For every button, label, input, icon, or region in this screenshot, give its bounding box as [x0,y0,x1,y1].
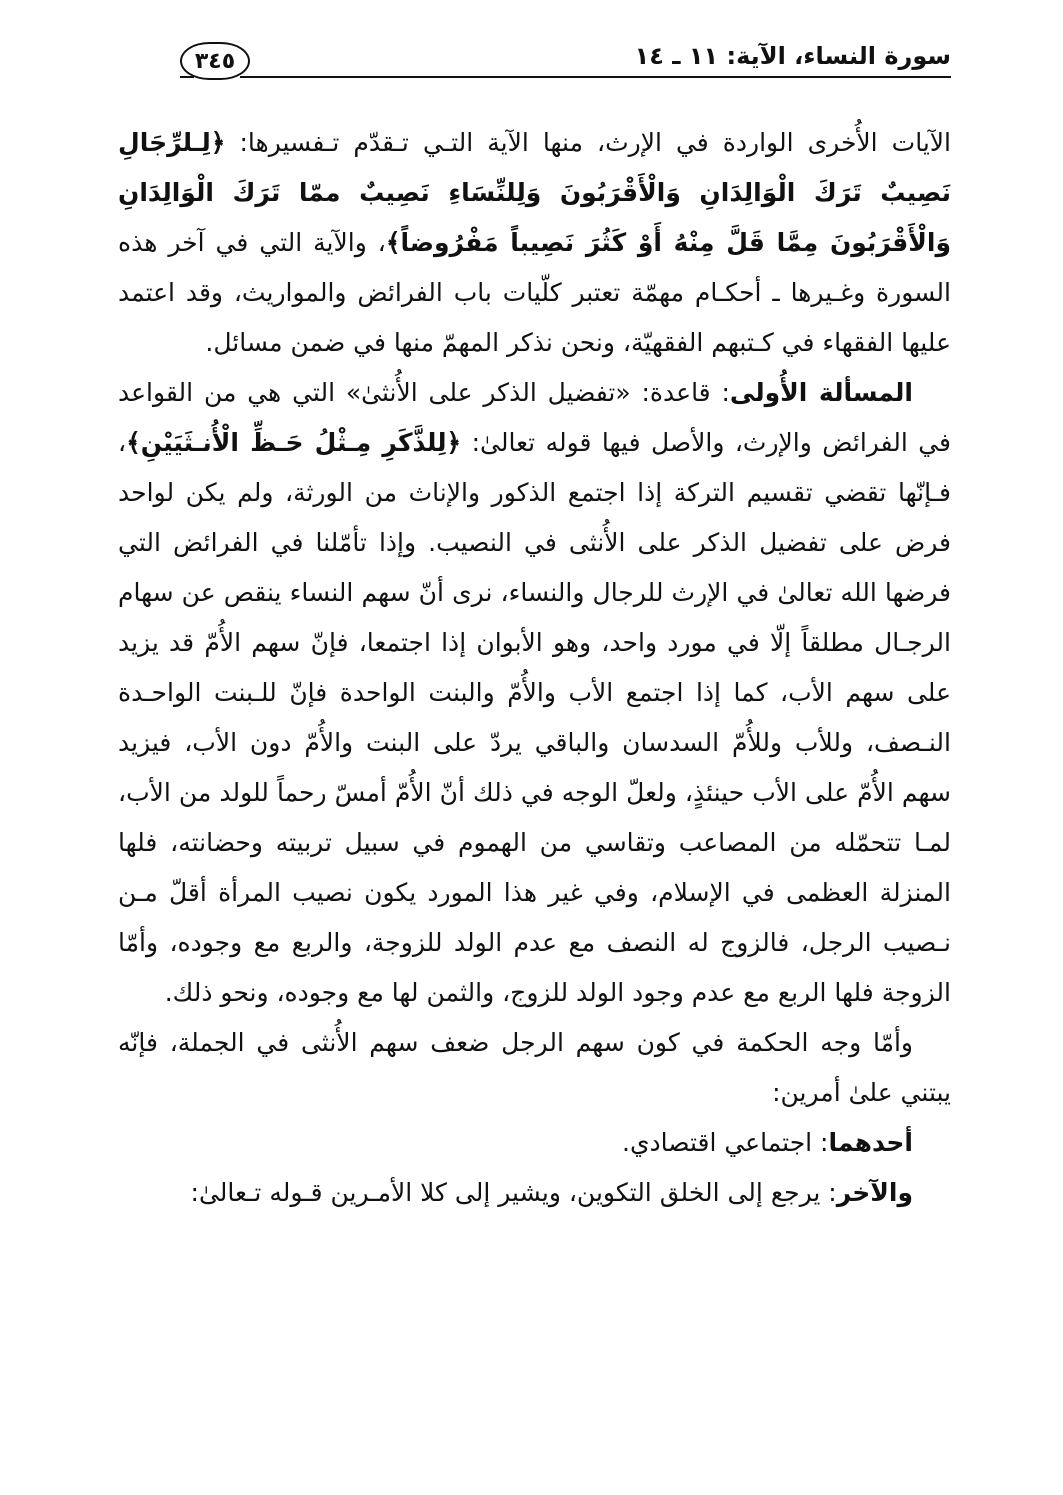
header-rule-left [180,76,194,78]
paragraph-5 [118,1168,951,1218]
header-rule [240,76,951,78]
header-title: سورة النساء، الآية: ١١ ـ ١٤ [634,42,951,70]
second-reason-heading: والآخر [836,1178,913,1207]
paragraph-1-text-b: ، والآية التي في آخر هذه السورة وغـيرها ـ أحكـام مهمّة تعتبر كلّيات باب الفرائض والمواريث، وقد اعتمد عليها الفقهاء في كـتبهم الفقهيّة، ونحن نذكر المهمّ منها في ضمن مسائل. [118,228,951,357]
quran-verse-2: ﴿لِلذَّكَرِ مِـثْلُ حَـظِّ الْأُنـثَيَيْنِ﴾ [126,428,462,457]
paragraph-4 [118,1118,951,1168]
paragraph-2-text-a: : قاعدة: «تفضيل الذكر على الأُنثىٰ» التي هي من القواعد في الفرائض والإرث، والأصل فيها قوله تعالىٰ: [118,378,951,457]
main-text [118,118,951,1218]
page-number: ٣٤٥ [180,42,250,80]
paragraph-1 [118,118,951,368]
paragraph-4-text: : اجتماعي اقتصادي. [622,1128,829,1157]
paragraph-3: وأمّا وجه الحكمة في كون سهم الرجل ضعف سهم الأُنثى في الجملة، فإنّه يبتني علىٰ أمرين: [118,1028,951,1107]
running-header [180,38,951,78]
paragraph-1-text-a: الآيات الأُخرى الواردة في الإرث، منها الآية التـي تـقدّم تـفسيرها: [225,128,951,157]
paragraph-2-text-b: ، فـإنّها تقضي تقسيم التركة إذا اجتمع الذكور والإناث من الورثة، ولم يكن لواحد فرض على تفضيل الذكر على الأُنثى في النصيب. وإذا تأمّلنا في الفرائض التي فرضها الله تعالىٰ في الإرث للرجال والنساء، نرى أنّ سهم النساء ينقص عن سهام الرجـال مطلقاً إلّا في مورد واحد، وهو الأبوان إذا اجتمعا، فإنّ سهم الأُمّ قد يزيد على سهم الأب، كما إذا اجتمع الأب والأُمّ والبنت الواحدة فإنّ للـبنت الواحـدة النـصف، وللأب وللأُمّ السدسان والباقي يردّ على البنت والأُمّ دون الأب، فيزيد سهم الأُمّ على الأب حينئذٍ، ولعلّ الوجه في ذلك أنّ الأُمّ أمسّ رحماً للولد من الأب، لمـا تتحمّله من المصاعب وتقاسي من الهموم في سبيل تربيته وحضانته، فلها المنزلة العظمى في الإسلام، وفي غير هذا المورد يكون نصيب المرأة أقلّ مـن نـصيب الرجل، فالزوج له النصف مع عدم الولد للزوجة، والربع مع وجوده، وأمّا الزوجة فلها الربع مع عدم وجود الولد للزوج، والثمن لها مع وجوده، ونحو ذلك. [118,428,951,1007]
paragraph-5-text: : يرجع إلى الخلق التكوين، ويشير إلى كلا الأمـرين قـوله تـعالىٰ: [190,1178,837,1207]
first-reason-heading: أحدهما [828,1128,913,1157]
issue-heading: المسألة الأُولى [729,378,913,407]
quran-verse-1: ﴿لِـلرِّجَالِ نَصِيبٌ تَرَكَ الْوَالِدَانِ وَالْأَقْرَبُونَ وَلِلنِّسَاءِ نَصِيبٌ ممّا تَرَكَ الْوَالِدَانِ وَالْأَقْرَبُونَ مِمَّا قَلَّ مِنْهُ أَوْ كَثُرَ نَصِيباً مَفْرُوضاً﴾ [118,128,951,257]
paragraph-2 [118,368,951,1018]
